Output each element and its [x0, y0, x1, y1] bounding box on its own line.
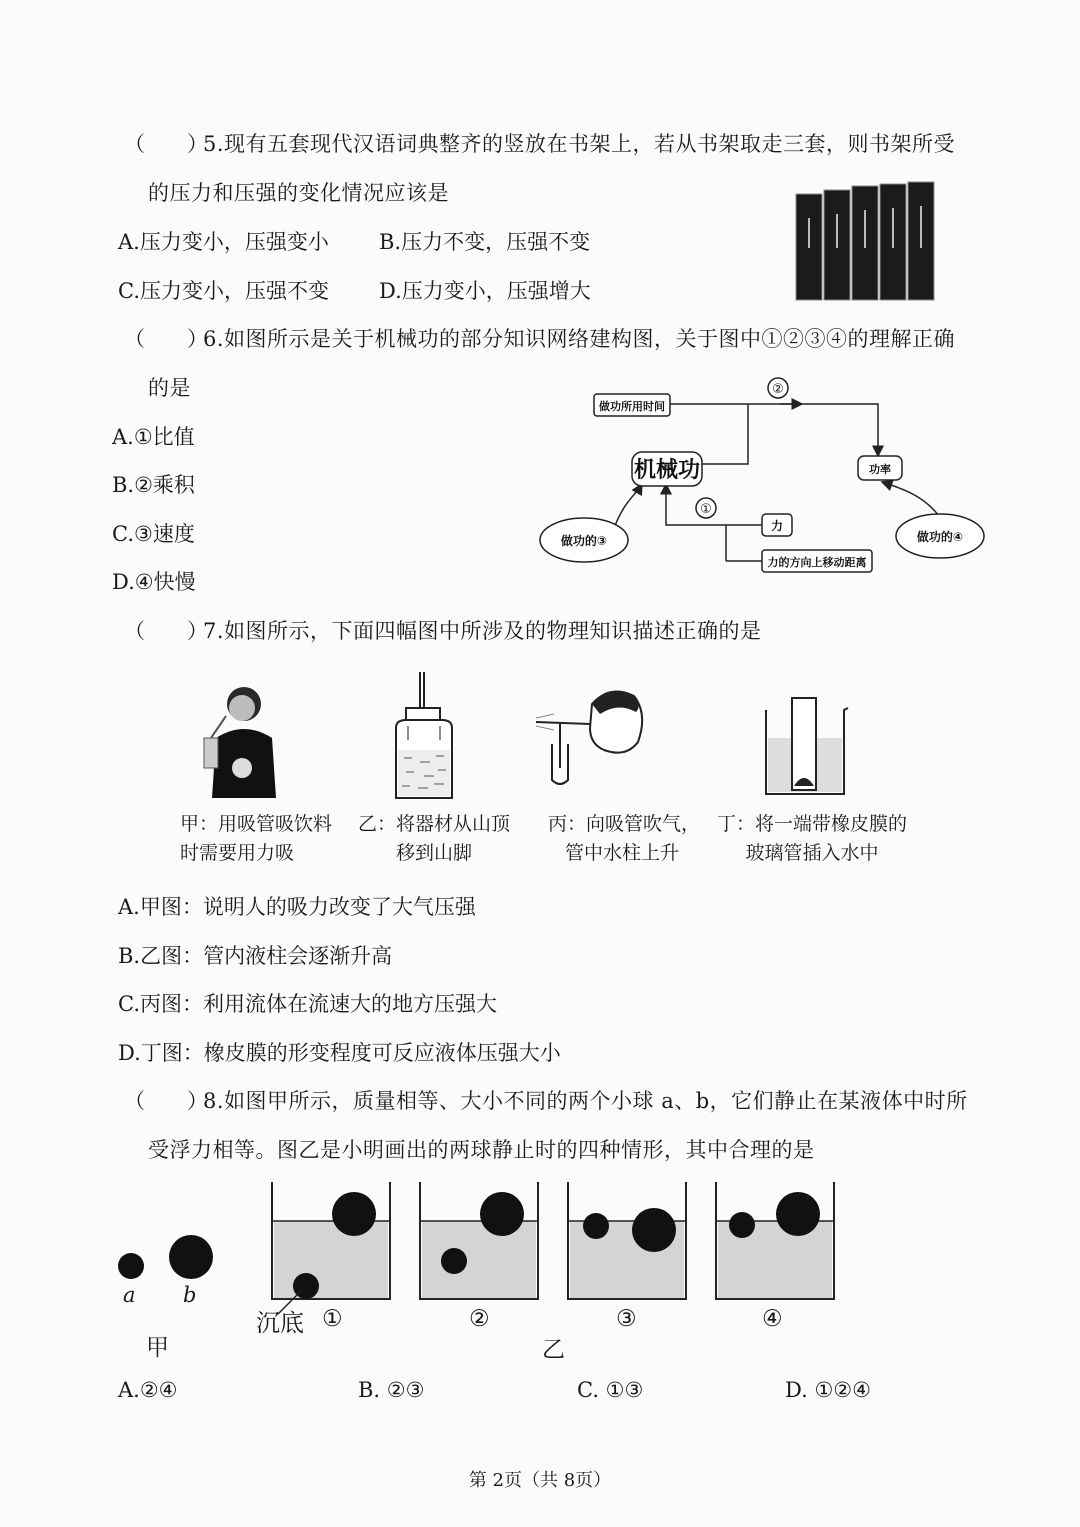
q8-stem-line1: 8.如图甲所示，质量相等、大小不同的两个小球 a、b，它们静止在某液体中时所: [203, 1089, 968, 1113]
q5-option-c: C.压力变小，压强不变: [118, 279, 329, 303]
label-case-2: ②: [469, 1306, 490, 1332]
caption-bing-line1: 丙：向吸管吹气，: [548, 813, 701, 835]
q6-stem-line2: 的是: [148, 376, 191, 400]
label-yi: 乙: [542, 1337, 565, 1363]
q5-answer-blank: （ ）: [124, 132, 208, 156]
caption-ding: [712, 810, 912, 868]
label-distance: 力的方向上移动距离: [767, 556, 867, 569]
q5-stem-line2: 的压力和压强的变化情况应该是: [148, 181, 449, 205]
label-jia: 甲: [146, 1335, 169, 1361]
q6-option-c: C.③速度: [112, 522, 195, 546]
container-3: [568, 1182, 686, 1299]
caption-bing: [548, 810, 701, 868]
q8-answer-blank: （ ）: [124, 1089, 208, 1113]
label-sink: 沉底: [256, 1309, 304, 1337]
caption-ding-line2: 玻璃管插入水中: [745, 842, 879, 864]
q5-option-d: D.压力变小，压强增大: [379, 279, 591, 303]
caption-yi-line2: 移到山脚: [395, 842, 472, 864]
q8-option-d: D. ①②④: [785, 1378, 871, 1402]
label-ball-a: a: [123, 1283, 136, 1307]
q8-option-c: C. ①③: [577, 1378, 644, 1402]
label-time: 做功所用时间: [599, 400, 665, 413]
q5-option-b: B.压力不变，压强不变: [379, 230, 591, 254]
q8-option-a: A.②④: [118, 1378, 178, 1402]
ball-a: [118, 1253, 144, 1279]
label-power: 功率: [869, 463, 891, 476]
q5-stem-line1: 5.现有五套现代汉语词典整齐的竖放在书架上，若从书架取走三套，则书架所受: [203, 132, 956, 156]
figure-ding-beaker: [760, 694, 850, 798]
figure-bing-blowing: [530, 684, 650, 794]
label-mark-2: ②: [772, 382, 784, 397]
q8-option-b: B. ②③: [358, 1378, 425, 1402]
label-work4: 做功的④: [916, 530, 964, 544]
q6-stem-line1: 6.如图所示是关于机械功的部分知识网络建构图，关于图中①②③④的理解正确: [203, 327, 956, 351]
caption-bing-line2: 管中水柱上升: [564, 842, 679, 864]
caption-jia-line1: 甲：用吸管吸饮料: [180, 813, 333, 835]
label-force: 力: [770, 519, 784, 533]
figure-jia-boy: [196, 680, 282, 798]
label-work: 机械功: [633, 458, 701, 483]
label-work3: 做功的③: [560, 534, 608, 548]
q7-option-b: B.乙图：管内液柱会逐渐升高: [118, 944, 393, 968]
work-concept-map: [530, 370, 990, 580]
q8-balls-figure: [100, 1176, 860, 1366]
q7-option-a: A.甲图：说明人的吸力改变了大气压强: [118, 895, 476, 919]
caption-jia-line2: 时需要用力吸: [180, 842, 295, 864]
q6-option-b: B.②乘积: [112, 473, 195, 497]
caption-ding-line1: 丁：将一端带橡皮膜的: [716, 813, 907, 835]
caption-yi: [356, 810, 512, 868]
label-mark-1: ①: [700, 502, 712, 517]
q5-option-a: A.压力变小，压强变小: [118, 230, 329, 254]
q6-option-a: A.①比值: [112, 425, 195, 449]
container-1: [272, 1182, 390, 1314]
caption-jia: [180, 810, 332, 868]
page-footer: 第 2页（共 8页）: [468, 1470, 612, 1491]
q7-stem-line1: 7.如图所示，下面四幅图中所涉及的物理知识描述正确的是: [203, 619, 762, 643]
q7-option-c: C.丙图：利用流体在流速大的地方压强大: [118, 992, 497, 1016]
dictionaries-figure: [792, 178, 938, 302]
label-ball-b: b: [183, 1283, 197, 1307]
label-case-3: ③: [616, 1306, 637, 1332]
container-4: [716, 1182, 834, 1299]
figure-yi-bottle: [384, 670, 464, 802]
q8-stem-line2: 受浮力相等。图乙是小明画出的两球静止时的四种情形，其中合理的是: [148, 1138, 815, 1162]
q7-answer-blank: （ ）: [124, 619, 208, 643]
q7-option-d: D.丁图：橡皮膜的形变程度可反应液体压强大小: [118, 1041, 561, 1065]
label-case-4: ④: [762, 1306, 783, 1332]
container-2: [420, 1182, 538, 1299]
caption-yi-line1: 乙：将器材从山顶: [357, 813, 510, 835]
ball-b: [169, 1235, 213, 1279]
label-case-1: ①: [322, 1306, 343, 1332]
q6-answer-blank: （ ）: [124, 327, 208, 351]
q6-option-d: D.④快慢: [112, 570, 196, 594]
